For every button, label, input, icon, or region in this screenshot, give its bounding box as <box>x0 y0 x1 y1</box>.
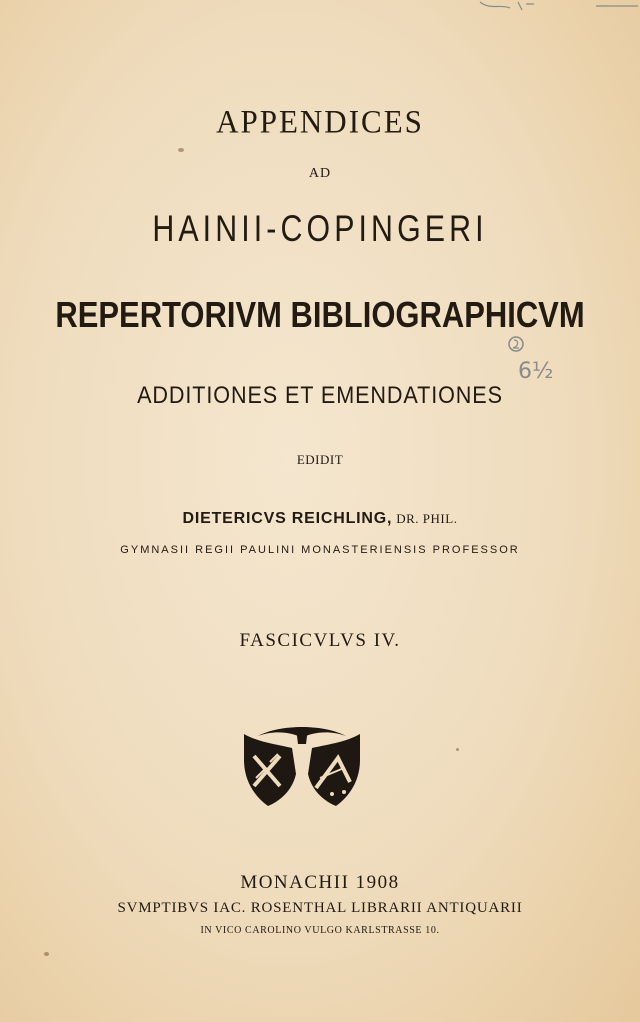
pencil-annotation-text: 6½ <box>518 359 554 384</box>
title-ad: AD <box>308 166 332 181</box>
title-appendices: APPENDICES <box>216 103 424 140</box>
paper-speck <box>44 952 49 956</box>
edidit-label: EDIDIT <box>296 452 344 467</box>
title-repertorium: REPERTORIVM BIBLIOGRAPHICVM <box>55 294 585 335</box>
subtitle-additiones: ADDITIONES ET EMENDATIONES <box>137 382 503 409</box>
author-line <box>0 510 640 528</box>
author-degree: DR. PHIL. <box>396 511 458 526</box>
paper-speck <box>456 748 459 751</box>
fascicle-number: FASCICVLVS IV. <box>239 630 401 651</box>
imprint-address: IN VICO CAROLINO VULGO KARLSTRASSE 10. <box>200 925 440 936</box>
title-hainii-copingeri: HAINII-COPINGERI <box>152 208 488 249</box>
imprint-publisher: SVMPTIBVS IAC. ROSENTHAL LIBRARII ANTIQUARII <box>117 900 523 916</box>
heraldic-shields-icon <box>240 722 364 808</box>
pencil-top-mark <box>470 0 640 16</box>
author-position: GYMNASII REGII PAULINI MONASTERIENSIS PROFESSOR <box>120 544 520 556</box>
pencil-annotation <box>504 334 554 388</box>
author-name: DIETERICVS REICHLING, <box>182 510 393 527</box>
imprint-place-year: MONACHII 1908 <box>240 872 400 893</box>
paper-speck <box>178 148 184 152</box>
